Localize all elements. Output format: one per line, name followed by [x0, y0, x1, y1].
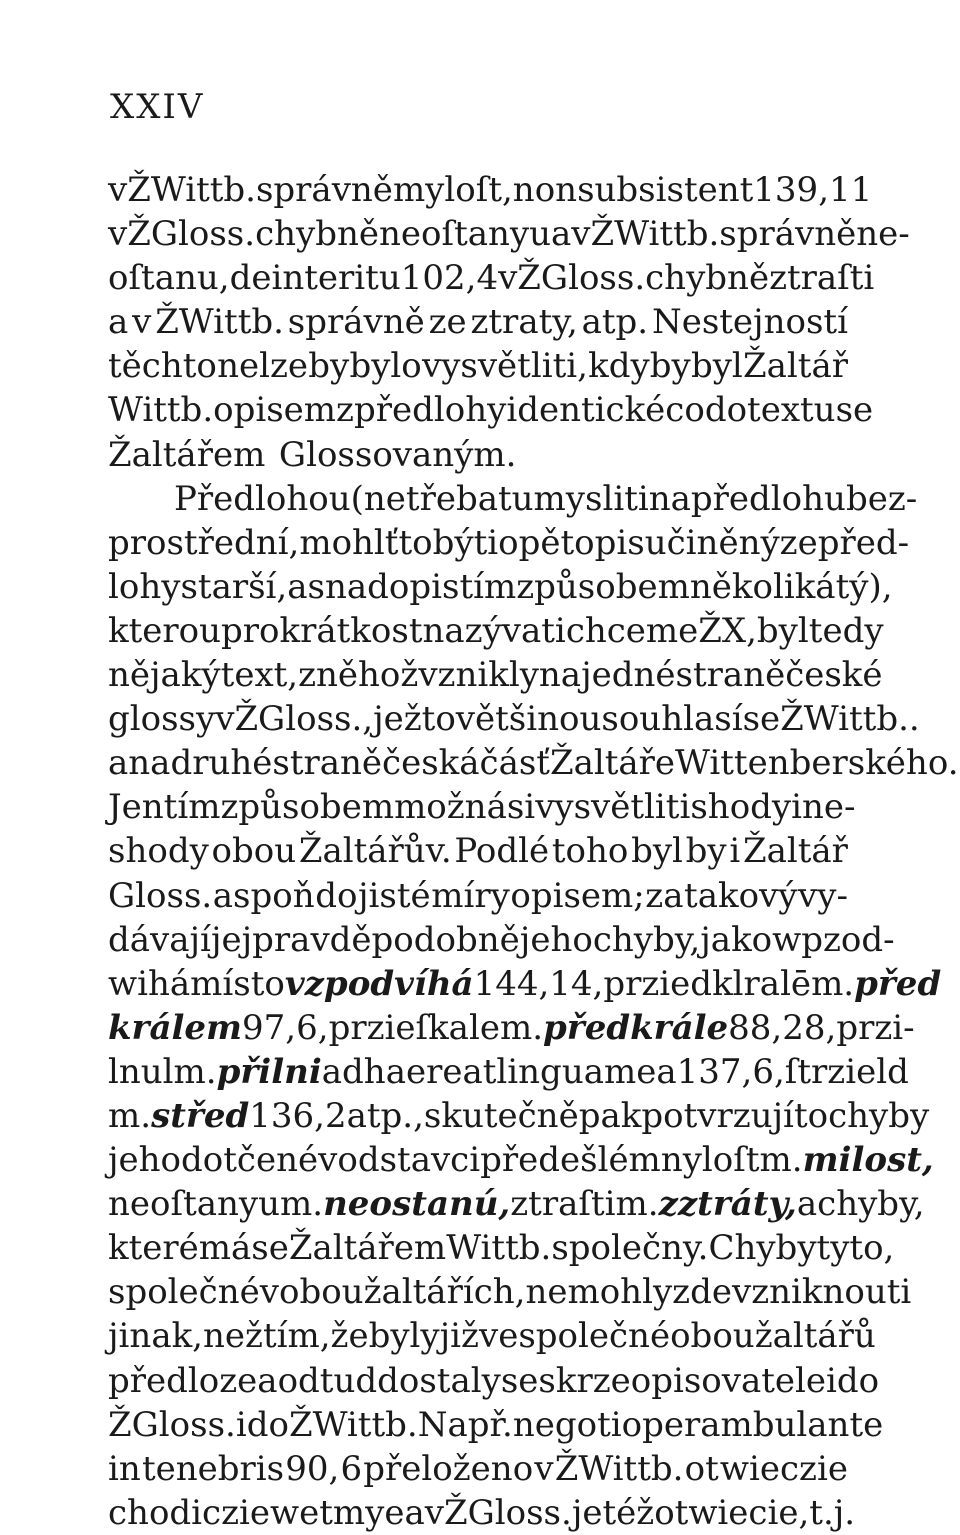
word: společné	[108, 1272, 260, 1313]
text-line	[108, 433, 848, 477]
word: býti	[432, 522, 499, 563]
word: před	[854, 963, 942, 1004]
word: przied	[603, 963, 713, 1004]
word: byl	[631, 831, 683, 872]
word: možná	[394, 787, 507, 828]
word: též	[602, 1492, 655, 1533]
text-line	[108, 1270, 912, 1314]
word: ot	[654, 1492, 689, 1533]
word: a	[796, 1184, 818, 1225]
word: míry	[431, 875, 510, 916]
word: klralē	[712, 963, 812, 1004]
word: na	[538, 655, 582, 696]
word: 102,	[400, 258, 477, 299]
text-line	[108, 168, 873, 212]
word: subsistent	[577, 170, 754, 210]
word: skrze	[538, 1360, 631, 1401]
word: v	[259, 1272, 279, 1313]
text-line	[108, 1491, 856, 1535]
word: jisté	[358, 875, 431, 916]
word: m.	[173, 1051, 217, 1092]
word: 6	[340, 1448, 363, 1489]
word: prostřední,	[108, 522, 300, 563]
word: ŽWittb.	[288, 1404, 418, 1445]
word: na	[648, 478, 691, 519]
text-line	[108, 741, 959, 785]
text-line	[108, 1182, 925, 1226]
word: králem	[108, 1007, 243, 1048]
word: ztraſti	[769, 258, 875, 299]
word: ŽWittb..	[780, 699, 920, 740]
word: lohy	[108, 566, 181, 607]
word: jeho	[108, 1140, 182, 1181]
word: většinou	[455, 699, 602, 740]
word: shody	[690, 787, 792, 828]
word: ze	[428, 302, 467, 343]
word: lingua	[496, 1051, 604, 1092]
word: společné	[518, 1316, 671, 1357]
word: ŽGloss.	[443, 1492, 572, 1533]
word: Žaltář	[743, 346, 848, 387]
word: potvrzují	[641, 1095, 794, 1136]
text-line	[108, 1138, 934, 1182]
word: tu	[497, 478, 534, 519]
word: text,	[220, 655, 299, 696]
word: neoſtanyu	[379, 214, 552, 255]
word: ŽWittb.	[590, 214, 720, 255]
word: tím,	[262, 1316, 331, 1357]
text-line	[108, 521, 910, 565]
text-line	[108, 256, 875, 300]
word: jedné	[581, 655, 676, 696]
word: t.	[809, 1492, 834, 1533]
text-line	[108, 1006, 915, 1050]
word: 90,	[285, 1448, 340, 1489]
word: Podlé	[454, 831, 550, 872]
word: to	[793, 1095, 829, 1136]
word: ſtrzield	[784, 1051, 909, 1092]
word: které	[108, 1228, 199, 1269]
word: krále	[630, 1007, 729, 1048]
word: že	[330, 1316, 369, 1357]
word: ježto	[373, 699, 456, 740]
word: opis	[574, 522, 645, 563]
word: si	[506, 787, 536, 828]
word: interitu	[271, 258, 401, 299]
word: vysvětliti	[535, 787, 691, 828]
word: kterou	[108, 610, 222, 651]
word: chyby,	[592, 919, 701, 960]
text-line	[108, 962, 942, 1006]
text-line	[108, 1314, 876, 1358]
word: milost,	[802, 1140, 934, 1181]
word: by	[685, 831, 727, 872]
word: Žaltáře	[549, 743, 676, 784]
word: opis	[388, 566, 460, 607]
word: obou	[211, 831, 297, 872]
text-line	[108, 212, 910, 256]
word: shody	[108, 831, 209, 872]
text-line	[108, 565, 893, 609]
word: něhož	[316, 655, 419, 696]
word: chceme	[565, 610, 699, 651]
word: v	[108, 214, 128, 255]
word: 28,	[782, 1007, 837, 1048]
word: byly	[368, 1316, 440, 1357]
word: perambulante	[642, 1404, 884, 1445]
text-line	[108, 1094, 930, 1138]
word: 97,	[242, 1007, 297, 1048]
word: przieſkale	[328, 1007, 500, 1048]
word: byl	[756, 610, 809, 651]
text-line	[108, 785, 856, 829]
word: wihá	[108, 963, 191, 1004]
word: do	[246, 1404, 289, 1445]
word: chybně	[255, 214, 379, 255]
word: m.	[811, 963, 855, 1004]
word: správně	[255, 170, 393, 210]
word: souhlasí	[601, 699, 743, 740]
word: ne-	[856, 214, 910, 255]
word: má	[198, 1228, 252, 1269]
word: atp.	[581, 302, 649, 343]
word: takový	[684, 875, 798, 916]
text-line	[108, 918, 895, 962]
word: aspoň	[212, 875, 315, 916]
word: dostaly	[377, 1360, 501, 1401]
word: ztraſti	[510, 1184, 616, 1225]
word: již	[439, 1316, 479, 1357]
word: jej	[210, 919, 253, 960]
text-line	[108, 1359, 880, 1403]
word: správně	[719, 214, 857, 255]
word: a	[551, 214, 572, 255]
word: 14,	[549, 963, 604, 1004]
word: i	[235, 1404, 247, 1445]
text-line	[108, 609, 884, 653]
word: Žaltářem	[108, 434, 266, 475]
word: neostanú,	[323, 1184, 511, 1225]
word: přeloženo	[363, 1448, 534, 1489]
word: tím	[163, 787, 221, 828]
word: z	[298, 655, 317, 696]
word: společny.	[551, 1228, 709, 1269]
word: co	[665, 390, 705, 431]
word: opět	[498, 522, 575, 563]
word: předloze	[108, 1360, 258, 1401]
word: lnul	[108, 1051, 174, 1092]
word: Glossovaným.	[278, 434, 517, 475]
word: 139,	[753, 170, 829, 210]
word: se	[835, 390, 874, 431]
word: ŽWittb.	[155, 302, 284, 343]
word: i	[729, 831, 741, 872]
word: druhé	[170, 743, 273, 784]
word: ŽWittb.	[554, 1448, 684, 1489]
word: se	[251, 1228, 289, 1269]
word: a	[108, 302, 129, 343]
word: ne-	[802, 787, 856, 828]
text-line	[108, 697, 920, 741]
text-line	[108, 653, 883, 697]
word: Žaltář	[742, 831, 848, 872]
word: je	[571, 1492, 603, 1533]
word: Wittb.	[108, 390, 214, 431]
word: čásť	[479, 743, 550, 784]
word: způsobem	[516, 566, 690, 607]
word: 144,	[473, 963, 550, 1004]
word: chyby	[828, 1095, 930, 1136]
word: ŽX,	[698, 610, 757, 651]
word: pro	[221, 610, 280, 651]
word: v	[498, 258, 518, 299]
word: mea	[603, 1051, 677, 1092]
word: 88,	[728, 1007, 783, 1048]
word: ŽGloss.,	[234, 699, 374, 740]
word: žaltářích,	[363, 1272, 526, 1313]
word: kdyby	[588, 346, 691, 387]
word: na	[128, 743, 171, 784]
text-line	[108, 344, 848, 388]
word: 137,	[676, 1051, 753, 1092]
word: Jen	[108, 787, 164, 828]
word: Předlohou	[174, 478, 351, 519]
word: 6,	[752, 1051, 785, 1092]
word: v	[571, 214, 591, 255]
word: adhaereat	[321, 1051, 497, 1092]
word: mohlť	[299, 522, 399, 563]
word: odstavci	[337, 1140, 481, 1181]
word: z	[336, 390, 354, 431]
word: pak	[578, 1095, 642, 1136]
word: straně	[272, 743, 383, 784]
word: wiecie,	[688, 1492, 810, 1533]
word: v	[424, 1492, 444, 1533]
word: ot	[684, 1448, 719, 1489]
word: předešlém	[480, 1140, 661, 1181]
word: chyby,	[817, 1184, 925, 1225]
word: 136,	[249, 1095, 325, 1136]
word: Nestejností	[651, 302, 848, 343]
text-line	[108, 300, 848, 344]
word: nemohly	[525, 1272, 673, 1313]
word: dotčené	[181, 1140, 319, 1181]
text-line	[108, 1226, 895, 1270]
word: m.	[499, 1007, 544, 1048]
word: do	[704, 390, 748, 431]
text-line	[108, 874, 848, 918]
word: obou	[278, 1272, 364, 1313]
word: opisem;	[510, 875, 645, 916]
word: tedy	[808, 610, 884, 651]
word: učiněný	[644, 522, 780, 563]
word: (netřeba	[350, 478, 498, 519]
word: jeho	[519, 919, 593, 960]
word: negotio	[512, 1404, 643, 1445]
word: dávají	[108, 919, 211, 960]
word: předlohu	[690, 478, 846, 519]
word: ŽGloss.	[127, 214, 256, 255]
word: a	[287, 566, 308, 607]
word: Gloss.	[108, 875, 213, 916]
word: tím	[459, 566, 517, 607]
word: textu	[747, 390, 836, 431]
word: snad	[307, 566, 389, 607]
word: nějaký	[108, 655, 221, 696]
word: ŽGloss.	[517, 258, 646, 299]
word: Žaltářem	[288, 1228, 447, 1269]
word: mysliti	[533, 478, 649, 519]
word: přilni	[216, 1051, 322, 1092]
text-line	[108, 388, 874, 432]
word: opisem	[213, 390, 337, 431]
word: non	[512, 170, 578, 210]
word: vy-	[798, 875, 848, 916]
text-line	[108, 1403, 884, 1447]
word: způsobem	[220, 787, 395, 828]
word: byl	[690, 346, 743, 387]
word: 2	[324, 1095, 347, 1136]
word: identické	[506, 390, 666, 431]
word: správně	[287, 302, 425, 343]
word: do	[315, 875, 358, 916]
word: ŽWittb.	[127, 170, 256, 210]
word: v	[215, 699, 235, 740]
word: v	[132, 302, 152, 343]
word: tyto,	[816, 1228, 895, 1269]
word: oſtanu,	[108, 258, 230, 299]
word: do	[836, 1360, 880, 1401]
word: m.	[759, 1140, 803, 1181]
word: obou	[670, 1316, 755, 1357]
word: těchto	[108, 346, 217, 387]
word: chodiczie	[108, 1492, 270, 1533]
word: straně	[675, 655, 786, 696]
word: Chyby	[708, 1228, 817, 1269]
word: předlohy	[353, 390, 507, 431]
word: a	[404, 1492, 425, 1533]
word: i	[791, 787, 803, 828]
word: chybně	[645, 258, 770, 299]
word: starší,	[180, 566, 288, 607]
word: žaltářů	[754, 1316, 876, 1357]
word: Žaltářův.	[298, 831, 452, 872]
word: místo	[190, 963, 285, 1004]
word: před-	[817, 522, 910, 563]
word: 4	[476, 258, 499, 299]
word: ze	[779, 522, 818, 563]
word: ztráty,	[677, 1184, 797, 1225]
word: ŽGloss.	[108, 1404, 236, 1445]
word: nyloſt	[660, 1140, 760, 1181]
word: než	[203, 1316, 263, 1357]
word: i	[826, 1360, 837, 1401]
word: m.	[108, 1095, 152, 1136]
word: se	[742, 699, 781, 740]
word: j.	[833, 1492, 856, 1533]
word: zde	[672, 1272, 732, 1313]
word: atp.,	[346, 1095, 424, 1136]
word: bez-	[845, 478, 918, 519]
word: nelze	[217, 346, 309, 387]
word: v	[534, 1448, 554, 1489]
word: m.	[280, 1184, 324, 1225]
word: skutečně	[423, 1095, 579, 1136]
word: české	[785, 655, 883, 696]
word: v	[318, 1140, 338, 1181]
word: in	[108, 1448, 141, 1489]
word: v	[108, 170, 128, 210]
word: za	[645, 875, 684, 916]
word: vysvětliti,	[421, 346, 588, 387]
word: Wittb.	[446, 1228, 552, 1269]
word: vzniknouti	[731, 1272, 912, 1313]
word: jako	[700, 919, 773, 960]
word: odtud	[277, 1360, 378, 1401]
word: tmye	[319, 1492, 405, 1533]
body-text	[108, 168, 959, 1535]
word: we	[270, 1492, 320, 1533]
word: m.	[615, 1184, 659, 1225]
word: by	[308, 346, 350, 387]
text-line	[108, 1447, 848, 1491]
word: tenebris	[141, 1448, 285, 1489]
word: ztraty,	[470, 302, 578, 343]
word: nazývati	[422, 610, 566, 651]
word: krátkost	[279, 610, 423, 651]
word: před	[543, 1007, 631, 1048]
word: se	[500, 1360, 539, 1401]
word: wieczie	[719, 1448, 848, 1489]
word: ve	[478, 1316, 519, 1357]
word: to	[398, 522, 433, 563]
page-number: XXIV	[110, 87, 205, 127]
word: toho	[551, 831, 629, 872]
word: 11	[829, 170, 873, 210]
word: pravděpodobně	[252, 919, 520, 960]
word: několikátý),	[689, 566, 893, 607]
word: jinak,	[108, 1316, 203, 1357]
word: vzpodvíhá	[284, 963, 474, 1004]
word: opisovatele	[630, 1360, 827, 1401]
word: 6,	[296, 1007, 329, 1048]
word: a	[257, 1360, 278, 1401]
word: de	[229, 258, 272, 299]
text-line	[108, 1050, 909, 1094]
word: myloſt,	[392, 170, 513, 210]
word: przi-	[836, 1007, 915, 1048]
word: Wittenberského.	[675, 743, 959, 784]
text-line	[108, 829, 848, 873]
text-line	[108, 477, 918, 521]
word: a	[108, 743, 129, 784]
word: střed	[151, 1095, 250, 1136]
word: z	[658, 1184, 678, 1225]
word: bylo	[349, 346, 422, 387]
word: Na	[417, 1404, 468, 1445]
word: vznikly	[418, 655, 539, 696]
word: neoſtanyu	[108, 1184, 281, 1225]
word: česká	[382, 743, 480, 784]
word: glossy	[108, 699, 216, 740]
word: wpzod-	[772, 919, 895, 960]
word: př.	[467, 1404, 513, 1445]
